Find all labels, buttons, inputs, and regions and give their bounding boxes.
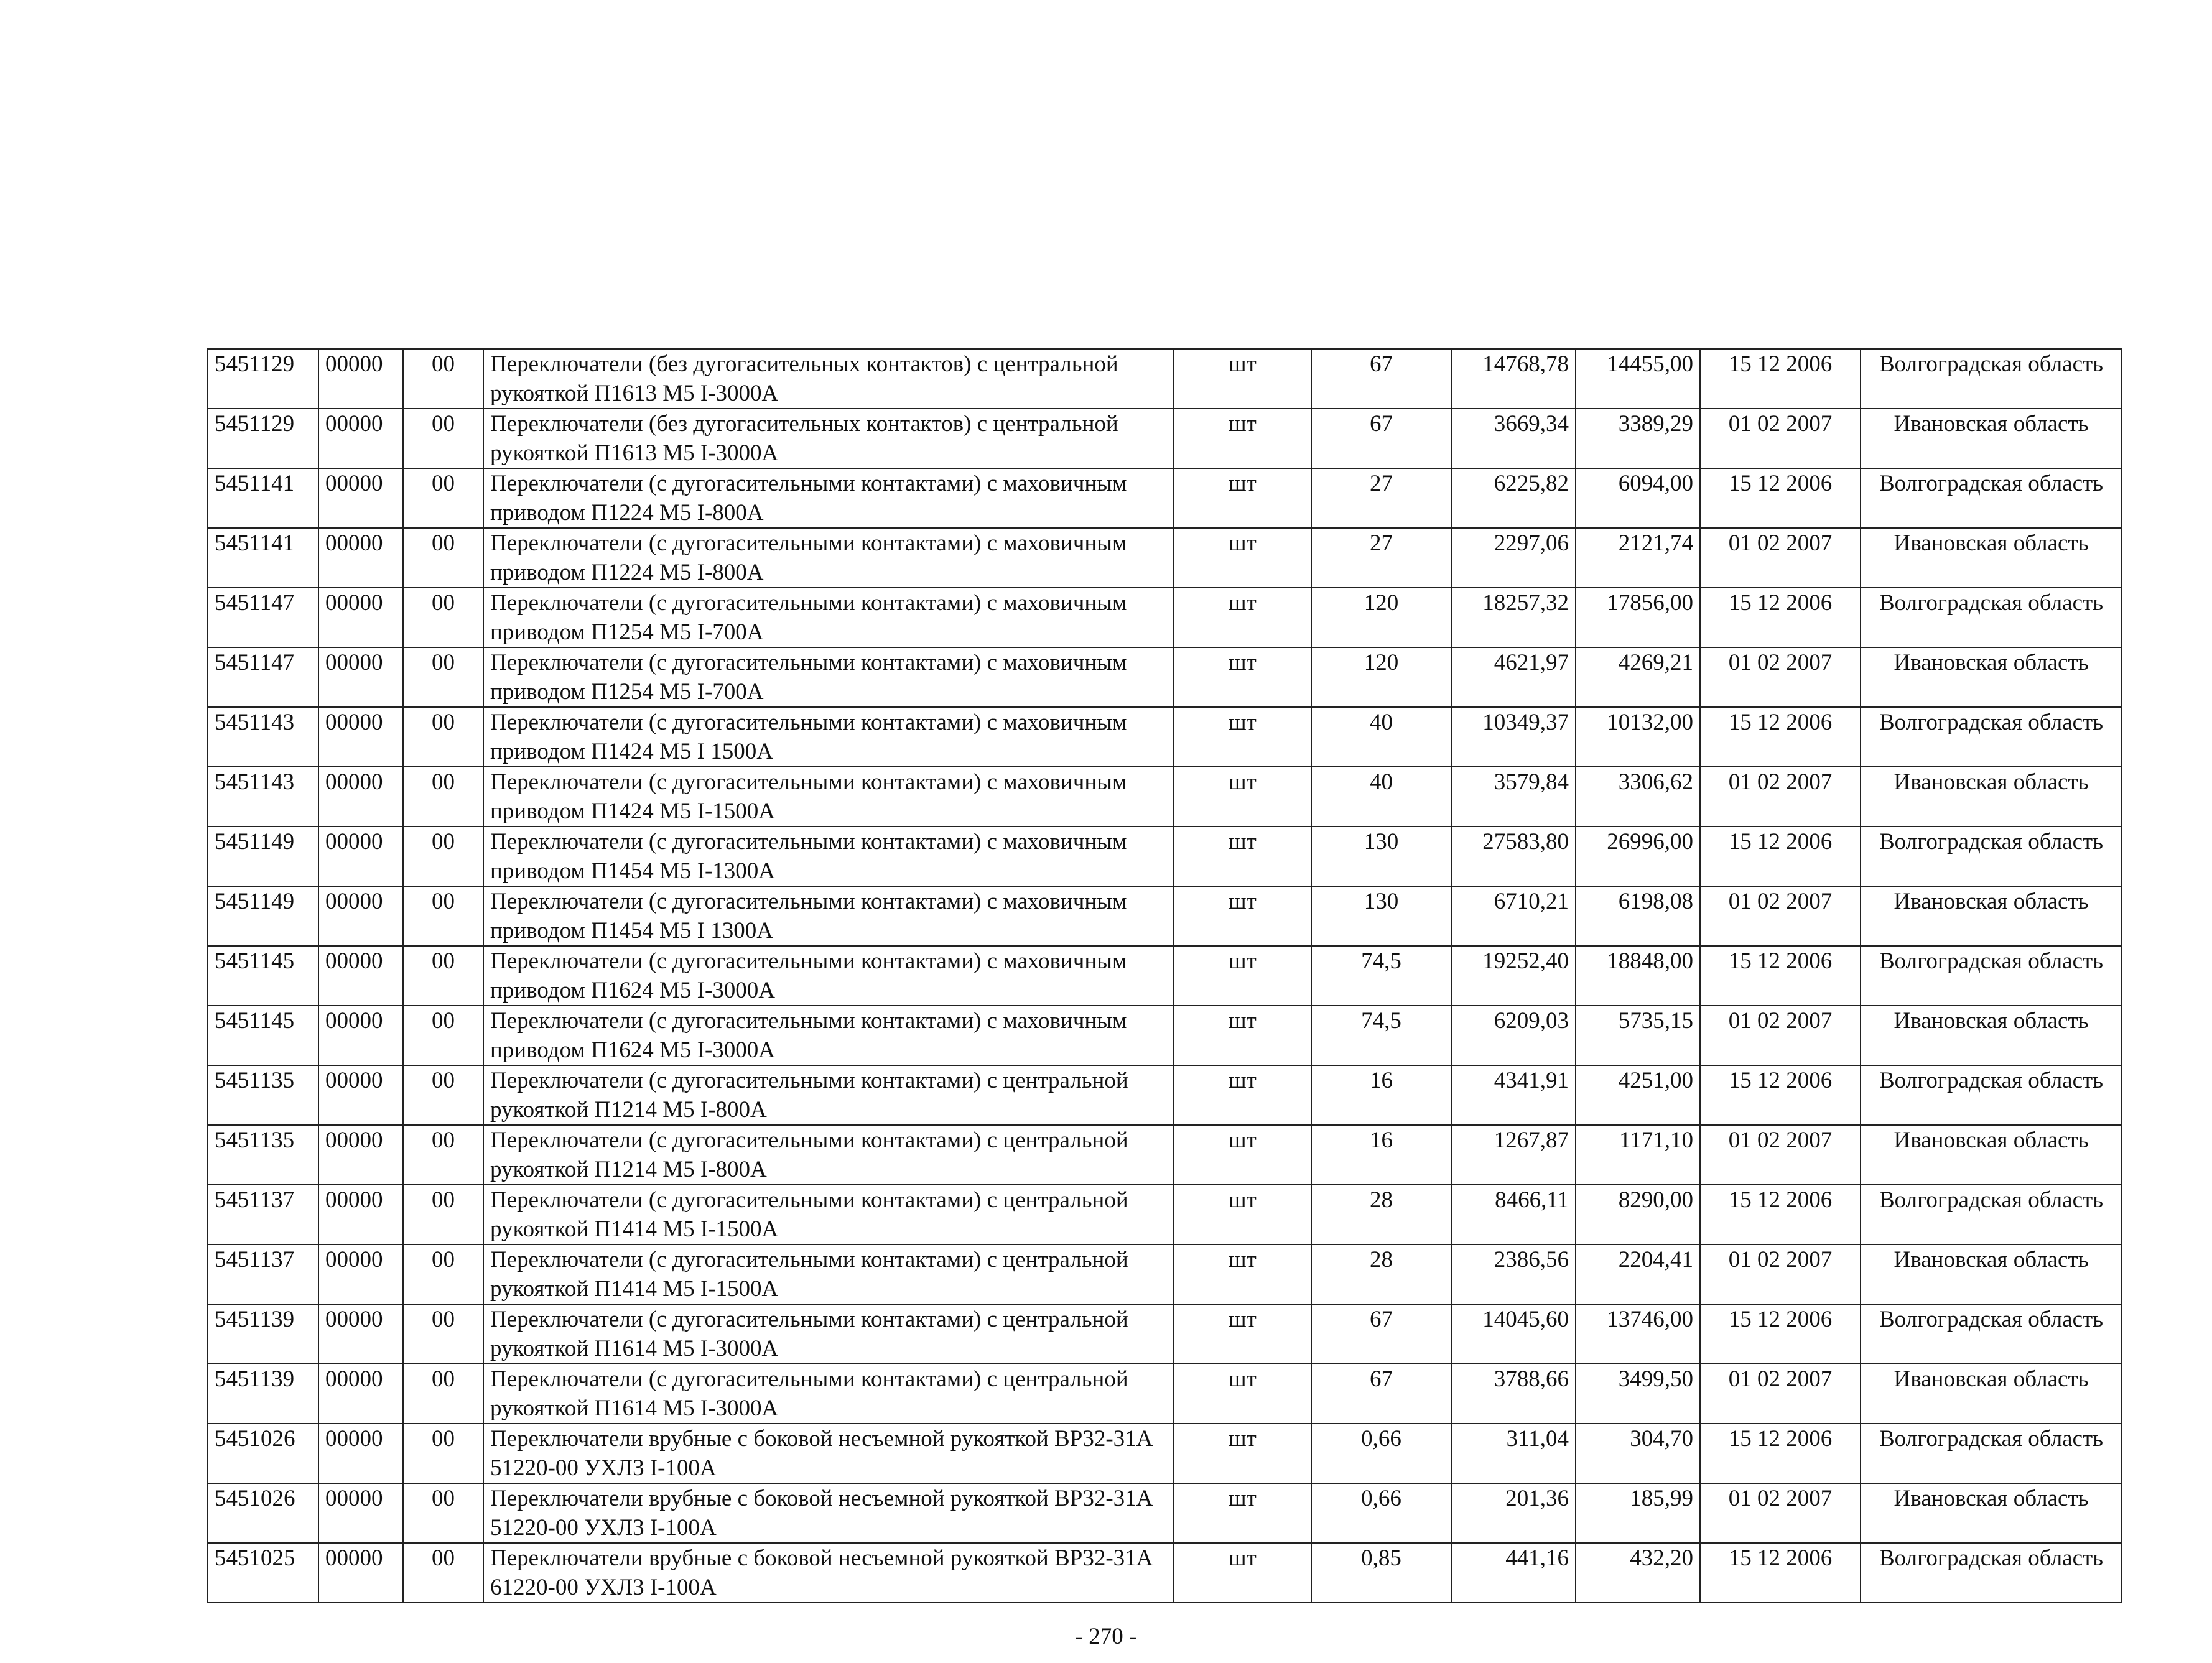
table-row — [208, 1185, 2122, 1244]
quantity-cell: 27 — [1311, 468, 1451, 528]
product-code-cell: 5451143 — [208, 707, 318, 767]
region-cell: Ивановская область — [1861, 1483, 2122, 1543]
page-number: - 270 - — [1075, 1624, 1137, 1649]
product-name-cell: Переключатели врубные с боковой несъемной рукояткой ВР32-31А 51220-00 УХЛ3 I-100А — [483, 1483, 1174, 1543]
variant-code-cell: 00 — [403, 588, 483, 647]
sub-code-cell: 00000 — [318, 1185, 403, 1244]
price-cell: 14768,78 — [1451, 349, 1576, 409]
sub-code-cell: 00000 — [318, 349, 403, 409]
price-cell: 6094,00 — [1576, 468, 1700, 528]
region-cell: Ивановская область — [1861, 1125, 2122, 1185]
unit-cell: шт — [1174, 588, 1311, 647]
region-cell: Ивановская область — [1861, 1364, 2122, 1424]
variant-code-cell: 00 — [403, 827, 483, 886]
product-code-cell: 5451026 — [208, 1424, 318, 1483]
sub-code-cell: 00000 — [318, 1364, 403, 1424]
product-code-cell: 5451139 — [208, 1304, 318, 1364]
table-row — [208, 588, 2122, 647]
product-name-cell: Переключатели (с дугогасительными контактами) с маховичным приводом П1424 М5 I-1500А — [483, 767, 1174, 827]
price-cell: 1267,87 — [1451, 1125, 1576, 1185]
region-cell: Волгоградская область — [1861, 1065, 2122, 1125]
region-cell: Волгоградская область — [1861, 349, 2122, 409]
unit-cell: шт — [1174, 528, 1311, 588]
product-name-cell: Переключатели (с дугогасительными контактами) с маховичным приводом П1454 М5 I-1300А — [483, 827, 1174, 886]
quantity-cell: 16 — [1311, 1065, 1451, 1125]
quantity-cell: 130 — [1311, 827, 1451, 886]
region-cell: Волгоградская область — [1861, 827, 2122, 886]
region-cell: Волгоградская область — [1861, 1424, 2122, 1483]
sub-code-cell: 00000 — [318, 1006, 403, 1065]
sub-code-cell: 00000 — [318, 946, 403, 1006]
variant-code-cell: 00 — [403, 707, 483, 767]
product-name-cell: Переключатели (с дугогасительными контактами) с центральной рукояткой П1614 М5 I-3000А — [483, 1304, 1174, 1364]
price-cell: 14045,60 — [1451, 1304, 1576, 1364]
variant-code-cell: 00 — [403, 1304, 483, 1364]
sub-code-cell: 00000 — [318, 528, 403, 588]
variant-code-cell: 00 — [403, 767, 483, 827]
variant-code-cell: 00 — [403, 409, 483, 468]
unit-cell: шт — [1174, 1483, 1311, 1543]
unit-cell: шт — [1174, 707, 1311, 767]
quantity-cell: 27 — [1311, 528, 1451, 588]
table-row — [208, 409, 2122, 468]
quantity-cell: 40 — [1311, 767, 1451, 827]
quantity-cell: 67 — [1311, 409, 1451, 468]
sub-code-cell: 00000 — [318, 588, 403, 647]
price-cell: 19252,40 — [1451, 946, 1576, 1006]
date-cell: 15 12 2006 — [1700, 468, 1861, 528]
variant-code-cell: 00 — [403, 647, 483, 707]
date-cell: 15 12 2006 — [1700, 1424, 1861, 1483]
table-row — [208, 1244, 2122, 1304]
region-cell: Ивановская область — [1861, 1244, 2122, 1304]
region-cell: Ивановская область — [1861, 647, 2122, 707]
variant-code-cell: 00 — [403, 1065, 483, 1125]
price-cell: 432,20 — [1576, 1543, 1700, 1603]
product-name-cell: Переключатели (с дугогасительными контактами) с центральной рукояткой П1414 М5 I-1500А — [483, 1185, 1174, 1244]
table-row — [208, 1364, 2122, 1424]
unit-cell: шт — [1174, 886, 1311, 946]
product-code-cell: 5451025 — [208, 1543, 318, 1603]
date-cell: 01 02 2007 — [1700, 1006, 1861, 1065]
quantity-cell: 74,5 — [1311, 1006, 1451, 1065]
unit-cell: шт — [1174, 409, 1311, 468]
price-cell: 4251,00 — [1576, 1065, 1700, 1125]
price-cell: 311,04 — [1451, 1424, 1576, 1483]
price-cell: 441,16 — [1451, 1543, 1576, 1603]
product-code-cell: 5451145 — [208, 946, 318, 1006]
quantity-cell: 40 — [1311, 707, 1451, 767]
date-cell: 15 12 2006 — [1700, 349, 1861, 409]
product-code-cell: 5451147 — [208, 647, 318, 707]
price-cell: 3788,66 — [1451, 1364, 1576, 1424]
unit-cell: шт — [1174, 946, 1311, 1006]
table-body — [208, 349, 2122, 1603]
sub-code-cell: 00000 — [318, 409, 403, 468]
product-name-cell: Переключатели (с дугогасительными контактами) с маховичным приводом П1624 М5 I-3000А — [483, 946, 1174, 1006]
price-cell: 17856,00 — [1576, 588, 1700, 647]
date-cell: 01 02 2007 — [1700, 886, 1861, 946]
product-code-cell: 5451129 — [208, 409, 318, 468]
date-cell: 01 02 2007 — [1700, 1244, 1861, 1304]
product-code-cell: 5451147 — [208, 588, 318, 647]
unit-cell: шт — [1174, 1006, 1311, 1065]
price-cell: 201,36 — [1451, 1483, 1576, 1543]
product-name-cell: Переключатели (с дугогасительными контактами) с маховичным приводом П1254 М5 I-700А — [483, 588, 1174, 647]
date-cell: 15 12 2006 — [1700, 1543, 1861, 1603]
price-cell: 1171,10 — [1576, 1125, 1700, 1185]
variant-code-cell: 00 — [403, 1483, 483, 1543]
price-cell: 3669,34 — [1451, 409, 1576, 468]
price-cell: 6225,82 — [1451, 468, 1576, 528]
quantity-cell: 67 — [1311, 349, 1451, 409]
price-cell: 4621,97 — [1451, 647, 1576, 707]
price-cell: 13746,00 — [1576, 1304, 1700, 1364]
table-row — [208, 886, 2122, 946]
table-row — [208, 647, 2122, 707]
price-cell: 18848,00 — [1576, 946, 1700, 1006]
date-cell: 01 02 2007 — [1700, 1364, 1861, 1424]
unit-cell: шт — [1174, 1424, 1311, 1483]
product-name-cell: Переключатели (с дугогасительными контактами) с маховичным приводом П1224 М5 I-800А — [483, 468, 1174, 528]
region-cell: Ивановская область — [1861, 767, 2122, 827]
quantity-cell: 28 — [1311, 1244, 1451, 1304]
price-cell: 6209,03 — [1451, 1006, 1576, 1065]
date-cell: 01 02 2007 — [1700, 767, 1861, 827]
date-cell: 15 12 2006 — [1700, 946, 1861, 1006]
table-row — [208, 707, 2122, 767]
price-cell: 6710,21 — [1451, 886, 1576, 946]
product-code-cell: 5451145 — [208, 1006, 318, 1065]
price-cell: 2297,06 — [1451, 528, 1576, 588]
date-cell: 01 02 2007 — [1700, 647, 1861, 707]
quantity-cell: 130 — [1311, 886, 1451, 946]
sub-code-cell: 00000 — [318, 1125, 403, 1185]
variant-code-cell: 00 — [403, 1364, 483, 1424]
price-cell: 27583,80 — [1451, 827, 1576, 886]
sub-code-cell: 00000 — [318, 1543, 403, 1603]
date-cell: 01 02 2007 — [1700, 528, 1861, 588]
price-cell: 18257,32 — [1451, 588, 1576, 647]
variant-code-cell: 00 — [403, 946, 483, 1006]
unit-cell: шт — [1174, 468, 1311, 528]
unit-cell: шт — [1174, 827, 1311, 886]
price-cell: 304,70 — [1576, 1424, 1700, 1483]
variant-code-cell: 00 — [403, 1125, 483, 1185]
variant-code-cell: 00 — [403, 1424, 483, 1483]
unit-cell: шт — [1174, 1065, 1311, 1125]
table-row — [208, 827, 2122, 886]
region-cell: Ивановская область — [1861, 886, 2122, 946]
quantity-cell: 0,66 — [1311, 1483, 1451, 1543]
product-name-cell: Переключатели (с дугогасительными контактами) с центральной рукояткой П1614 М5 I-3000А — [483, 1364, 1174, 1424]
quantity-cell: 120 — [1311, 588, 1451, 647]
product-code-cell: 5451026 — [208, 1483, 318, 1543]
product-name-cell: Переключатели (с дугогасительными контактами) с маховичным приводом П1424 М5 I 1500А — [483, 707, 1174, 767]
quantity-cell: 16 — [1311, 1125, 1451, 1185]
quantity-cell: 67 — [1311, 1364, 1451, 1424]
variant-code-cell: 00 — [403, 468, 483, 528]
unit-cell: шт — [1174, 1185, 1311, 1244]
product-code-cell: 5451149 — [208, 886, 318, 946]
product-name-cell: Переключатели (без дугогасительных контактов) с центральной рукояткой П1613 М5 I-3000А — [483, 349, 1174, 409]
sub-code-cell: 00000 — [318, 827, 403, 886]
product-name-cell: Переключатели (с дугогасительными контактами) с маховичным приводом П1254 М5 I-700А — [483, 647, 1174, 707]
product-code-cell: 5451149 — [208, 827, 318, 886]
product-name-cell: Переключатели врубные с боковой несъемной рукояткой ВР32-31А 51220-00 УХЛ3 I-100А — [483, 1424, 1174, 1483]
product-code-cell: 5451137 — [208, 1244, 318, 1304]
sub-code-cell: 00000 — [318, 1424, 403, 1483]
price-cell: 3579,84 — [1451, 767, 1576, 827]
price-cell: 2121,74 — [1576, 528, 1700, 588]
price-cell: 6198,08 — [1576, 886, 1700, 946]
price-cell: 185,99 — [1576, 1483, 1700, 1543]
price-cell: 3389,29 — [1576, 409, 1700, 468]
quantity-cell: 0,85 — [1311, 1543, 1451, 1603]
price-cell: 10349,37 — [1451, 707, 1576, 767]
product-name-cell: Переключатели (без дугогасительных контактов) с центральной рукояткой П1613 М5 I-3000А — [483, 409, 1174, 468]
unit-cell: шт — [1174, 1244, 1311, 1304]
price-cell: 8290,00 — [1576, 1185, 1700, 1244]
region-cell: Волгоградская область — [1861, 946, 2122, 1006]
product-name-cell: Переключатели (с дугогасительными контактами) с центральной рукояткой П1214 М5 I-800А — [483, 1065, 1174, 1125]
table-row — [208, 1065, 2122, 1125]
table-row — [208, 1424, 2122, 1483]
table-row — [208, 528, 2122, 588]
product-name-cell: Переключатели (с дугогасительными контактами) с маховичным приводом П1224 М5 I-800А — [483, 528, 1174, 588]
region-cell: Ивановская область — [1861, 409, 2122, 468]
date-cell: 01 02 2007 — [1700, 1483, 1861, 1543]
product-name-cell: Переключатели (с дугогасительными контактами) с центральной рукояткой П1414 М5 I-1500А — [483, 1244, 1174, 1304]
quantity-cell: 28 — [1311, 1185, 1451, 1244]
sub-code-cell: 00000 — [318, 1304, 403, 1364]
variant-code-cell: 00 — [403, 1006, 483, 1065]
product-code-cell: 5451141 — [208, 528, 318, 588]
price-cell: 14455,00 — [1576, 349, 1700, 409]
date-cell: 01 02 2007 — [1700, 409, 1861, 468]
region-cell: Волгоградская область — [1861, 1304, 2122, 1364]
quantity-cell: 120 — [1311, 647, 1451, 707]
table-row — [208, 946, 2122, 1006]
product-code-cell: 5451139 — [208, 1364, 318, 1424]
unit-cell: шт — [1174, 1364, 1311, 1424]
sub-code-cell: 00000 — [318, 707, 403, 767]
date-cell: 15 12 2006 — [1700, 1304, 1861, 1364]
region-cell: Ивановская область — [1861, 528, 2122, 588]
variant-code-cell: 00 — [403, 1185, 483, 1244]
unit-cell: шт — [1174, 1304, 1311, 1364]
unit-cell: шт — [1174, 1543, 1311, 1603]
price-cell: 4341,91 — [1451, 1065, 1576, 1125]
variant-code-cell: 00 — [403, 1244, 483, 1304]
price-cell: 2386,56 — [1451, 1244, 1576, 1304]
product-code-cell: 5451129 — [208, 349, 318, 409]
unit-cell: шт — [1174, 767, 1311, 827]
price-cell: 2204,41 — [1576, 1244, 1700, 1304]
variant-code-cell: 00 — [403, 1543, 483, 1603]
quantity-cell: 0,66 — [1311, 1424, 1451, 1483]
price-cell: 3306,62 — [1576, 767, 1700, 827]
region-cell: Ивановская область — [1861, 1006, 2122, 1065]
product-name-cell: Переключатели (с дугогасительными контактами) с маховичным приводом П1454 М5 I 1300А — [483, 886, 1174, 946]
price-table — [207, 348, 2122, 1603]
table-row — [208, 1304, 2122, 1364]
product-name-cell: Переключатели (с дугогасительными контактами) с маховичным приводом П1624 М5 I-3000А — [483, 1006, 1174, 1065]
date-cell: 15 12 2006 — [1700, 588, 1861, 647]
table-row — [208, 468, 2122, 528]
unit-cell: шт — [1174, 349, 1311, 409]
date-cell: 15 12 2006 — [1700, 1065, 1861, 1125]
sub-code-cell: 00000 — [318, 1244, 403, 1304]
region-cell: Волгоградская область — [1861, 588, 2122, 647]
product-name-cell: Переключатели (с дугогасительными контактами) с центральной рукояткой П1214 М5 I-800А — [483, 1125, 1174, 1185]
product-code-cell: 5451137 — [208, 1185, 318, 1244]
price-cell: 26996,00 — [1576, 827, 1700, 886]
sub-code-cell: 00000 — [318, 886, 403, 946]
table-row — [208, 1543, 2122, 1603]
sub-code-cell: 00000 — [318, 1483, 403, 1543]
region-cell: Волгоградская область — [1861, 707, 2122, 767]
product-code-cell: 5451141 — [208, 468, 318, 528]
table-row — [208, 767, 2122, 827]
price-cell: 10132,00 — [1576, 707, 1700, 767]
table-row — [208, 1006, 2122, 1065]
price-cell: 3499,50 — [1576, 1364, 1700, 1424]
table-row — [208, 349, 2122, 409]
unit-cell: шт — [1174, 647, 1311, 707]
date-cell: 15 12 2006 — [1700, 707, 1861, 767]
variant-code-cell: 00 — [403, 528, 483, 588]
sub-code-cell: 00000 — [318, 767, 403, 827]
price-cell: 4269,21 — [1576, 647, 1700, 707]
table-row — [208, 1483, 2122, 1543]
table-row — [208, 1125, 2122, 1185]
product-code-cell: 5451143 — [208, 767, 318, 827]
region-cell: Волгоградская область — [1861, 1543, 2122, 1603]
region-cell: Волгоградская область — [1861, 468, 2122, 528]
sub-code-cell: 00000 — [318, 1065, 403, 1125]
product-code-cell: 5451135 — [208, 1065, 318, 1125]
date-cell: 15 12 2006 — [1700, 827, 1861, 886]
region-cell: Волгоградская область — [1861, 1185, 2122, 1244]
product-name-cell: Переключатели врубные с боковой несъемной рукояткой ВР32-31А 61220-00 УХЛ3 I-100А — [483, 1543, 1174, 1603]
variant-code-cell: 00 — [403, 349, 483, 409]
unit-cell: шт — [1174, 1125, 1311, 1185]
sub-code-cell: 00000 — [318, 468, 403, 528]
price-cell: 5735,15 — [1576, 1006, 1700, 1065]
price-cell: 8466,11 — [1451, 1185, 1576, 1244]
product-code-cell: 5451135 — [208, 1125, 318, 1185]
sub-code-cell: 00000 — [318, 647, 403, 707]
quantity-cell: 67 — [1311, 1304, 1451, 1364]
date-cell: 01 02 2007 — [1700, 1125, 1861, 1185]
date-cell: 15 12 2006 — [1700, 1185, 1861, 1244]
variant-code-cell: 00 — [403, 886, 483, 946]
quantity-cell: 74,5 — [1311, 946, 1451, 1006]
